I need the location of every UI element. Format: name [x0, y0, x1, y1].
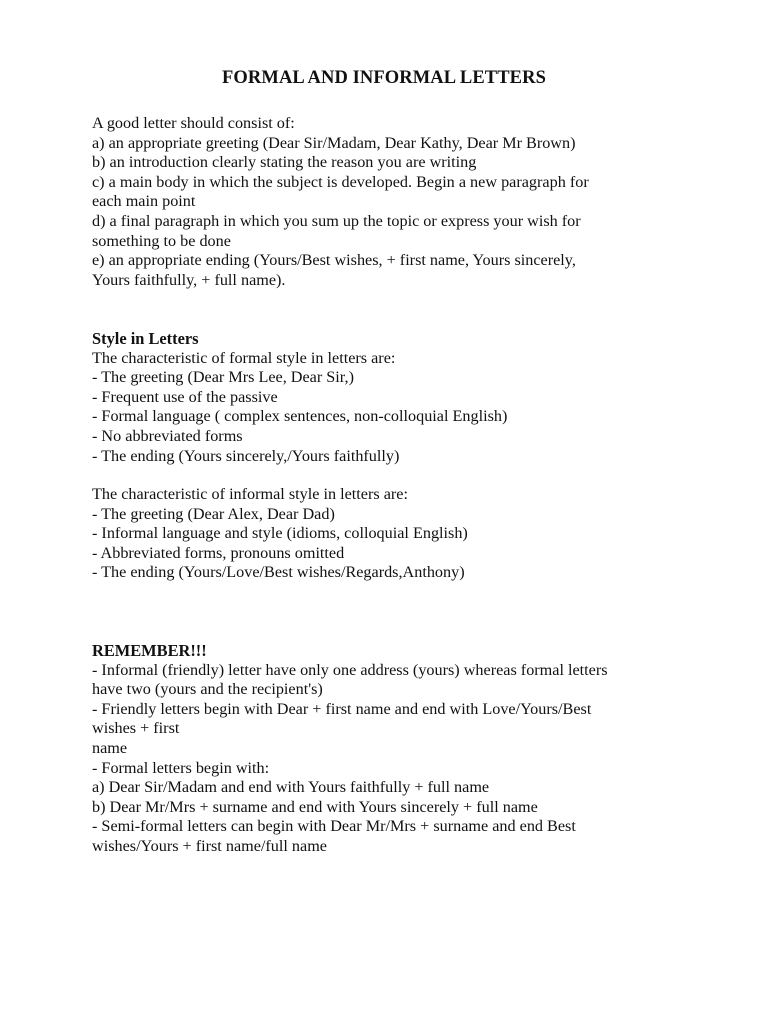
remember-line: a) Dear Sir/Madam and end with Yours faithfully + full name	[92, 778, 490, 797]
remember-line: - Friendly letters begin with Dear + first name and end with Love/Yours/Best	[92, 699, 592, 718]
remember-line: b) Dear Mr/Mrs + surname and end with Yours sincerely + full name	[92, 797, 538, 816]
style-heading: Style in Letters	[92, 329, 199, 348]
style-line: - The greeting (Dear Mrs Lee, Dear Sir,)	[92, 368, 354, 387]
remember-line: - Informal (friendly) letter have only one address (yours) whereas formal letters	[92, 660, 608, 679]
remember-line: wishes + first	[92, 719, 180, 738]
intro-line: something to be done	[92, 231, 231, 250]
remember-line: name	[92, 738, 128, 757]
informal-line: - Abbreviated forms, pronouns omitted	[92, 543, 345, 562]
remember-line: - Formal letters begin with:	[92, 758, 270, 777]
intro-line: a) an appropriate greeting (Dear Sir/Madam, Dear Kathy, Dear Mr Brown)	[92, 133, 576, 152]
intro-line: c) a main body in which the subject is developed. Begin a new paragraph for	[92, 172, 589, 191]
remember-line: - Semi-formal letters can begin with Dear Mr/Mrs + surname and end Best	[92, 817, 576, 836]
remember-section	[92, 641, 692, 857]
style-line: - The ending (Yours sincerely,/Yours faithfully)	[92, 446, 400, 465]
document-title: FORMAL AND INFORMAL LETTERS	[222, 68, 546, 88]
style-line: - Formal language ( complex sentences, non-colloquial English)	[92, 407, 508, 426]
remember-heading: REMEMBER!!!	[92, 641, 207, 660]
informal-line: The characteristic of informal style in letters are:	[92, 485, 408, 503]
style-line: - No abbreviated forms	[92, 426, 243, 445]
intro-line: b) an introduction clearly stating the reason you are writing	[92, 153, 477, 172]
intro-line: A good letter should consist of:	[92, 114, 295, 132]
informal-line: - Informal language and style (idioms, colloquial English)	[92, 524, 468, 543]
informal-section	[92, 485, 692, 583]
intro-line: e) an appropriate ending (Yours/Best wishes, + first name, Yours sincerely,	[92, 251, 576, 270]
remember-line: have two (yours and the recipient's)	[92, 680, 323, 699]
informal-line: - The ending (Yours/Love/Best wishes/Regards,Anthony)	[92, 563, 465, 582]
remember-line: wishes/Yours + first name/full name	[92, 836, 327, 855]
informal-line: - The greeting (Dear Alex, Dear Dad)	[92, 504, 335, 523]
intro-section	[92, 114, 692, 290]
style-line: The characteristic of formal style in letters are:	[92, 348, 396, 367]
style-section	[92, 329, 692, 466]
style-line: - Frequent use of the passive	[92, 387, 278, 406]
intro-line: each main point	[92, 192, 196, 211]
intro-line: d) a final paragraph in which you sum up the topic or express your wish for	[92, 211, 581, 230]
intro-line: Yours faithfully, + full name).	[92, 270, 286, 289]
